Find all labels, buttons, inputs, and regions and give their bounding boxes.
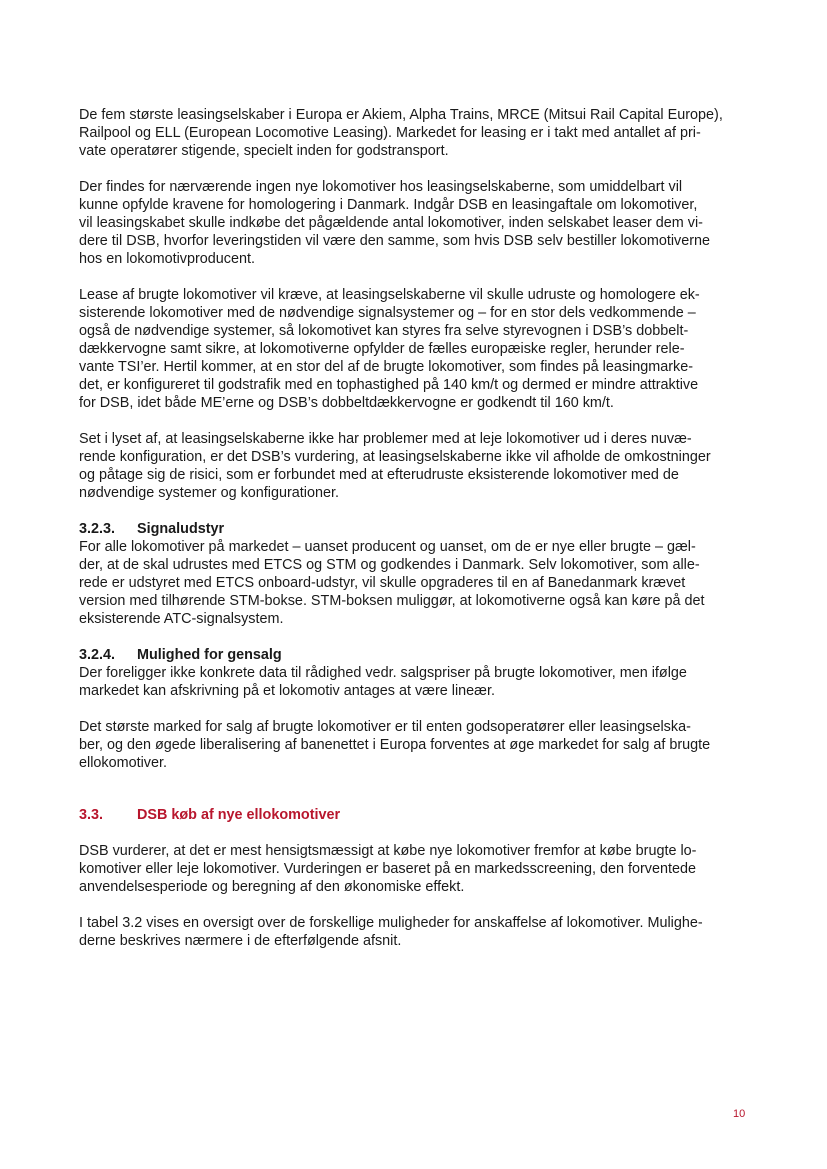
text-line: De fem største leasingselskaber i Europa er Akiem, Alpha Trains, MRCE (Mitsui Rail Capital Europe), [79,107,723,123]
text-line: dækkervogne samt sikre, at lokomotiverne opfylder de fælles europæiske regler, herunder rele- [79,341,685,357]
heading-3-3 [79,806,751,824]
text-line: også de nødvendige systemer, så lokomotivet kan styres fra selve styrevognen i DSB’s dobbelt- [79,323,689,339]
heading-title: Signaludstyr [137,521,225,537]
text-line: version med tilhørende STM-bokse. STM-boksen muliggør, at lokomotiverne også kan køre på det [79,593,705,609]
text-line: Der findes for nærværende ingen nye lokomotiver hos leasingselskaberne, som umiddelbart vil [79,179,683,195]
heading-number: 3.2.4. [79,647,116,663]
text-line: og påtage sig de risici, som er forbundet med at efterudruste eksisterende lokomotiver med de [79,467,679,483]
page-body [79,106,751,968]
page-number: 10 [733,1108,746,1120]
paragraph-leasing-companies [79,106,751,160]
text-line: DSB vurderer, at det er mest hensigtsmæssigt at købe nye lokomotiver fremfor at købe brugte lo- [79,843,697,859]
paragraph-resale-data [79,664,751,700]
text-line: hos en lokomotivproducent. [79,251,255,267]
heading-3-2-3 [79,520,751,538]
paragraph-no-new-locomotives [79,178,751,268]
text-line: derne beskrives nærmere i de efterfølgende afsnit. [79,933,402,949]
paragraph-dsb-assessment [79,430,751,502]
text-line: rende konfiguration, er det DSB’s vurdering, at leasingselskaberne ikke vil afholde de omkostninger [79,449,711,465]
text-line: Der foreligger ikke konkrete data til rådighed vedr. salgspriser på brugte lokomotiver, men ifølge [79,665,687,681]
text-line: ber, og den øgede liberalisering af banenettet i Europa forventes at øge markedet for salg af brugte [79,737,711,753]
text-line: nødvendige systemer og konfigurationer. [79,485,339,501]
text-line: kunne opfylde kravene for homologering i Danmark. Indgår DSB en leasingaftale om lokomotiver, [79,197,698,213]
text-line: sisterende lokomotiver med de nødvendige signalsystemer og – for en stor dels vedkommende – [79,305,696,321]
text-line: For alle lokomotiver på markedet – uanset producent og uanset, om de er nye eller brugte – gæl- [79,539,696,555]
text-line: Railpool og ELL (European Locomotive Leasing). Markedet for leasing er i takt med antallet af pri- [79,125,701,141]
text-line: vante TSI’er. Hertil kommer, at en stor del af de brugte lokomotiver, som findes på leasingmarke- [79,359,694,375]
paragraph-table-reference [79,914,751,950]
text-line: Lease af brugte lokomotiver vil kræve, at leasingselskaberne vil skulle udruste og homologere ek- [79,287,700,303]
text-line: eksisterende ATC-signalsystem. [79,611,284,627]
text-line: dere til DSB, hvorfor leveringstiden vil være den samme, som hvis DSB selv bestiller lokomotiverne [79,233,711,249]
text-line: det, er konfigureret til godstrafik med en tophastighed på 140 km/t og dermed er mindre attraktive [79,377,699,393]
paragraph-resale-market [79,718,751,772]
text-line: I tabel 3.2 vises en oversigt over de forskellige muligheder for anskaffelse af lokomotiver. Mulighe- [79,915,703,931]
heading-title: DSB køb af nye ellokomotiver [137,807,341,823]
text-line: komotiver eller leje lokomotiver. Vurderingen er baseret på en markedsscreening, den forventede [79,861,696,877]
paragraph-lease-used [79,286,751,412]
paragraph-dsb-buy-new [79,842,751,896]
text-line: der, at de skal udrustes med ETCS og STM og godkendes i Danmark. Selv lokomotiver, som alle- [79,557,700,573]
text-line: Set i lyset af, at leasingselskaberne ikke har problemer med at leje lokomotiver ud i deres nuvæ- [79,431,692,447]
heading-number: 3.2.3. [79,521,116,537]
text-line: vil leasingskabet skulle indkøbe det pågældende antal lokomotiver, inden selskabet leaser dem vi- [79,215,703,231]
text-line: markedet kan afskrivning på et lokomotiv antages at være lineær. [79,683,495,699]
paragraph-signal-equipment [79,538,751,628]
heading-title: Mulighed for gensalg [137,647,282,663]
text-line: vate operatører stigende, specielt inden for godstransport. [79,143,449,159]
text-line: Det største marked for salg af brugte lokomotiver er til enten godsoperatører eller leasingselska- [79,719,691,735]
text-line: for DSB, idet både ME’erne og DSB’s dobbeltdækkervogne er godkendt til 160 km/t. [79,395,614,411]
text-line: rede er udstyret med ETCS onboard-udstyr, vil skulle opgraderes til en af Banedanmark krævet [79,575,686,591]
text-line: ellokomotiver. [79,755,167,771]
text-line: anvendelsesperiode og beregning af den økonomiske effekt. [79,879,465,895]
heading-3-2-4 [79,646,751,664]
heading-number: 3.3. [79,807,104,823]
